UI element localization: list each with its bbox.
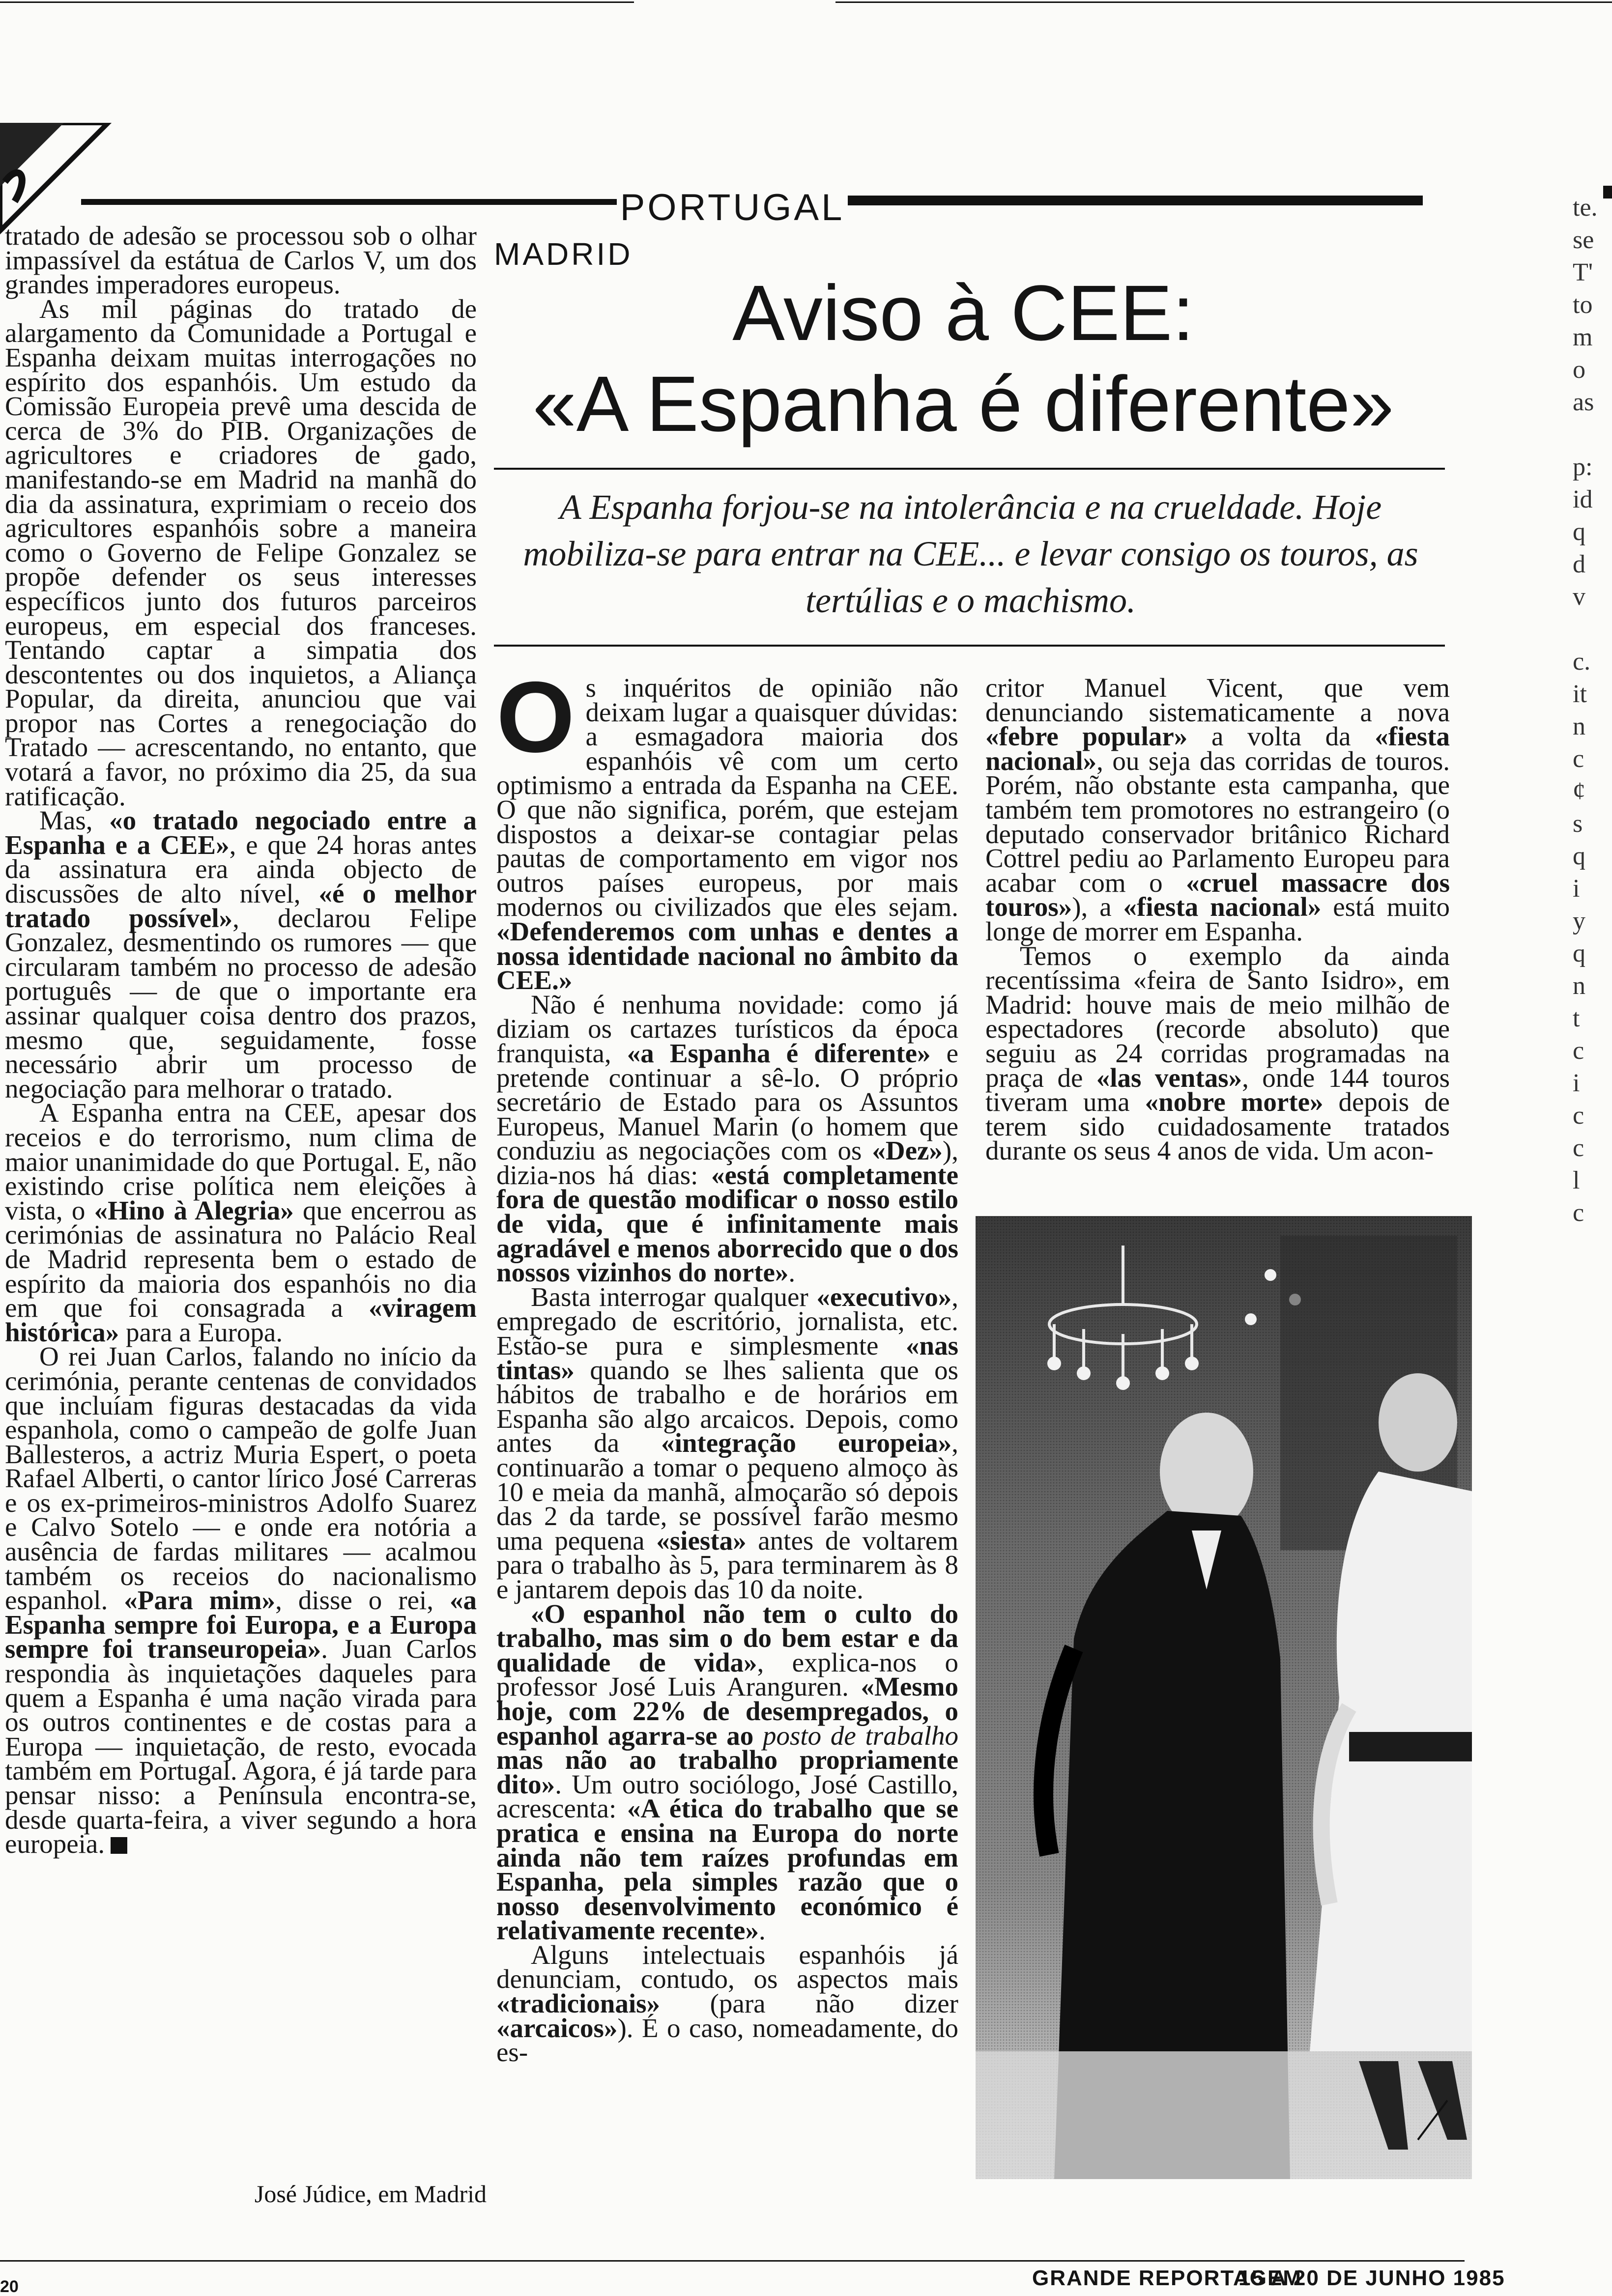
adjacent-column-fragment-line: se (1573, 226, 1594, 254)
headline-line-2: «A Espanha é diferente» (532, 360, 1394, 448)
footer-publication: GRANDE REPORTAGEM (1032, 2266, 1302, 2290)
section-rule-right (843, 196, 1423, 205)
ceremony-photo-image (976, 1216, 1472, 2179)
adjacent-column-fragment-line: p: (1573, 453, 1593, 481)
adjacent-column-fragment-line: d (1573, 550, 1585, 578)
adjacent-column-fragment-line: id (1573, 485, 1593, 513)
middle-column (496, 661, 958, 2068)
adjacent-column-fragment-line: i (1573, 875, 1580, 903)
standfirst-top-rule (494, 468, 1445, 470)
adjacent-column-fragment-line: t (1573, 1004, 1580, 1032)
left-paragraph-5: O rei Juan Carlos, falando no início da cerimónia, perante centenas de convidados que incluíam figuras destacadas da vida espanhola, como o campeão de golfe Juan Ballesteros, a actriz Muria Espert, o poeta Rafael Alberti, o cantor lírico José Carreras e os ex-primeiros-ministros Adolfo Suarez e Calvo Sotelo — e onde era notória a ausência de fardas militares — acalmou também os receios do nacionalismo espanhol. «Para mim», disse o rei, «a Espanha sempre foi Europa, e a Europa sempre foi transeuropeia». Juan Carlos respondia às inquietações daqueles para quem a Espanha é uma nação virada para os outros continentes e de costas para a Europa — inquietação, de resto, evocada também em Portugal. Agora, é já tarde para pensar nisso: a Península encontra-se, desde quarta-feira, a viver segundo a hora europeia. (5, 1341, 477, 1859)
middle-paragraph-5: Alguns intelectuais espanhóis já denunciam, contudo, os aspectos mais «tradicionais» (para não dizer «arcaicos»). É o caso, nomeadamente, do es- (496, 1939, 958, 2068)
adjacent-column-fragment-line: c (1573, 745, 1584, 773)
ceremony-photo (976, 1216, 1472, 2179)
footer-rule (0, 2260, 1465, 2262)
middle-paragraph-4: «O espanhol não tem o culto do trabalho, mas sim o do bem estar e da qualidade de vida», explica-nos o professor José Luis Aranguren. «Mesmo hoje, com 22% de desempregados, o espanhol agarra-se ao posto de trabalho mas não ao trabalho propriamente dito». Um outro sociólogo, José Castillo, acrescenta: «A ética do trabalho que se pratica e ensina na Europa do norte ainda não tem raízes profundas em Espanha, pela simples razão que o nosso desenvolvimento económico é relativamente recente». (496, 1598, 958, 1946)
adjacent-column-fragment-line: q (1573, 842, 1585, 870)
left-paragraph-4: A Espanha entra na CEE, apesar dos receios e do terrorismo, num clima de maior unanimidade do que Portugal. E, não existindo crise política nem eleições à vista, o «Hino à Alegria» que encerrou as cerimónias de assinatura no Palácio Real de Madrid representa bem o estado de espírito da maioria dos espanhóis no dia em que foi consagrada a «viragem histórica» para a Europa. (5, 1098, 477, 1347)
adjacent-column-fragment-line: T' (1573, 258, 1593, 286)
left-column (5, 221, 477, 1859)
top-rule-left (0, 1, 634, 3)
right-paragraph-1: critor Manuel Vicent, que vem denunciando sistematicamente a nova «febre popular» a volta da «fiesta nacional», ou seja das corridas de touros. Porém, não obstante esta campanha, que também tem promotores no estrangeiro (o deputado conservador britânico Richard Cottrel pediu ao Parlamento Europeu para acabar com o «cruel massacre dos touros»), a «fiesta nacional» está muito longe de morrer em Espanha. (985, 673, 1450, 946)
dateline: MADRID (494, 236, 633, 272)
adjacent-column-fragment-line: i (1573, 1069, 1580, 1097)
standfirst: A Espanha forjou-se na intolerância e na crueldade. Hoje mobiliza-se para entrar na CEE... e levar consigo os touros, as tertúlias e o machismo. (523, 487, 1418, 620)
middle-paragraph-2: Não é nenhuma novidade: como já diziam os cartazes turísticos da época franquista, «a Espanha é diferente» e pretende continuar a sê-lo. O próprio secretário de Estado para os Assuntos Europeus, Manuel Marin (o homem que conduziu as negociações com os «Dez»), dizia-nos há dias: «está completamente fora de questão modificar o nosso estilo de vida, que é infinitamente mais agradável e menos aborrecido que o dos nossos vizinhos do norte». (496, 989, 958, 1288)
adjacent-column-fragment-line: m (1573, 323, 1593, 351)
left-paragraph-2: As mil páginas do tratado de alargamento da Comunidade a Portugal e Espanha deixam muitas interrogações no espírito dos espanhóis. Um estudo da Comissão Europeia prevê uma descida de cerca de 3% do PIB. Organizações de agricultores e criadores de gado, manifestando-se em Madrid na manhã do dia da assinatura, exprimiam o receio dos agricultores espanhóis sobre a maneira como o Governo de Felipe Gonzalez se propõe defender os seus interesses específicos junto dos futuros parceiros europeus, em especial dos franceses. Tentando captar a simpatia dos descontentes ou dos inquietos, a Aliança Popular, da direita, anunciou que vai propor nas Cortes a renegociação do Tratado — acrescentando, no entanto, que votará a favor, no próximo dia 25, da sua ratificação. (5, 293, 477, 811)
adjacent-column-fragment-line: l (1573, 1166, 1580, 1194)
left-paragraph-1: tratado de adesão se processou sob o olhar impassível da estátua de Carlos V, um dos grandes imperadores europeus. (5, 221, 477, 300)
adjacent-column-fragment-line: c (1573, 1102, 1584, 1130)
byline: José Júdice, em Madrid (254, 2180, 487, 2208)
edge-block-mark (1603, 186, 1612, 198)
top-rule-right (835, 1, 1612, 3)
section-label: PORTUGAL (617, 189, 848, 227)
adjacent-column-fragment-line: y (1573, 907, 1585, 935)
middle-paragraph-1: Os inquéritos de opinião não deixam lugar a quaisquer dúvidas: a esmagadora maioria dos espanhóis vê com um certo optimismo a entrada da Espanha na CEE. O que não significa, porém, que estejam dispostos a deixar-se contagiar pelas pautas de comportamento em vigor nos outros países europeus, por mais modernos ou civilizados que eles sejam. «Defenderemos com unhas e dentes a nossa identidade nacional no âmbito da CEE.» (496, 661, 958, 995)
adjacent-column-fragment (1573, 192, 1612, 1229)
adjacent-column-fragment-line: ¢ (1573, 777, 1585, 805)
end-mark-square (111, 1837, 127, 1854)
adjacent-column-fragment-line: q (1573, 518, 1585, 546)
adjacent-column-fragment-line: to (1573, 291, 1593, 319)
adjacent-column-fragment-line (1573, 419, 1612, 451)
adjacent-column-fragment-line: v (1573, 583, 1585, 611)
adjacent-column-fragment-line: as (1573, 388, 1594, 416)
adjacent-column-fragment-line: n (1573, 972, 1585, 1000)
right-column (985, 673, 1450, 1166)
adjacent-column-fragment-line: c. (1573, 648, 1591, 676)
adjacent-column-fragment-line (1573, 613, 1612, 646)
section-corner-arrow-icon (0, 123, 113, 236)
adjacent-column-fragment-line: it (1573, 680, 1587, 708)
footer-date: 15 A 20 DE JUNHO 1985 (1238, 2266, 1505, 2290)
drop-cap: O (496, 661, 575, 773)
left-paragraph-3: Mas, «o tratado negociado entre a Espanha e a CEE», e que 24 horas antes da assinatura era ainda objecto de discussões de alto nível, «é o melhor tratado possível», declarou Felipe Gonzalez, desmentindo os rumores — que circularam também no processo de adesão português — de que o importante era assinar qualquer coisa dentro dos prazos, mesmo que, seguidamente, fosse necessário abrir um processo de negociação para melhorar o tratado. (5, 805, 477, 1104)
right-paragraph-2: Temos o exemplo da ainda recentíssima «feira de Santo Isidro», em Madrid: houve mais de meio milhão de espectadores (recorde absoluto) que seguiu as 24 corridas programadas na praça de «las ventas», onde 144 touros tiveram uma «nobre morte» depois de terem sido cuidadosamente tratados durante os seus 4 anos de vida. Um acon- (985, 940, 1450, 1166)
adjacent-column-fragment-line: n (1573, 712, 1585, 740)
middle-paragraph-3: Basta interrogar qualquer «executivo», empregado de escritório, jornalista, etc. Estão-se pura e simplesmente «nas tintas» quando se lhes salienta que os hábitos de trabalho e de horários em Espanha são algo arcaicos. Depois, como antes da «integração europeia», continuarão a tomar o pequeno almoço às 10 e meia da manhã, almoçarão só depois das 2 da tarde, se possível farão mesmo uma pequena «siesta» antes de voltarem para o trabalho às 5, para terminarem às 8 e jantarem depois das 10 da noite. (496, 1281, 958, 1604)
adjacent-column-fragment-line: c (1573, 1037, 1584, 1065)
headline-line-1: Aviso à CEE: (732, 269, 1194, 357)
adjacent-column-fragment-line: s (1573, 810, 1583, 838)
adjacent-column-fragment-line: o (1573, 356, 1585, 384)
section-rule-left (81, 199, 622, 205)
adjacent-column-fragment-line: c (1573, 1134, 1584, 1162)
adjacent-column-fragment-line: q (1573, 939, 1585, 967)
adjacent-column-fragment-line: te. (1573, 194, 1598, 222)
page-number: 20 (0, 2277, 19, 2296)
adjacent-column-fragment-line: c (1573, 1199, 1584, 1227)
standfirst-bottom-rule (494, 645, 1445, 647)
